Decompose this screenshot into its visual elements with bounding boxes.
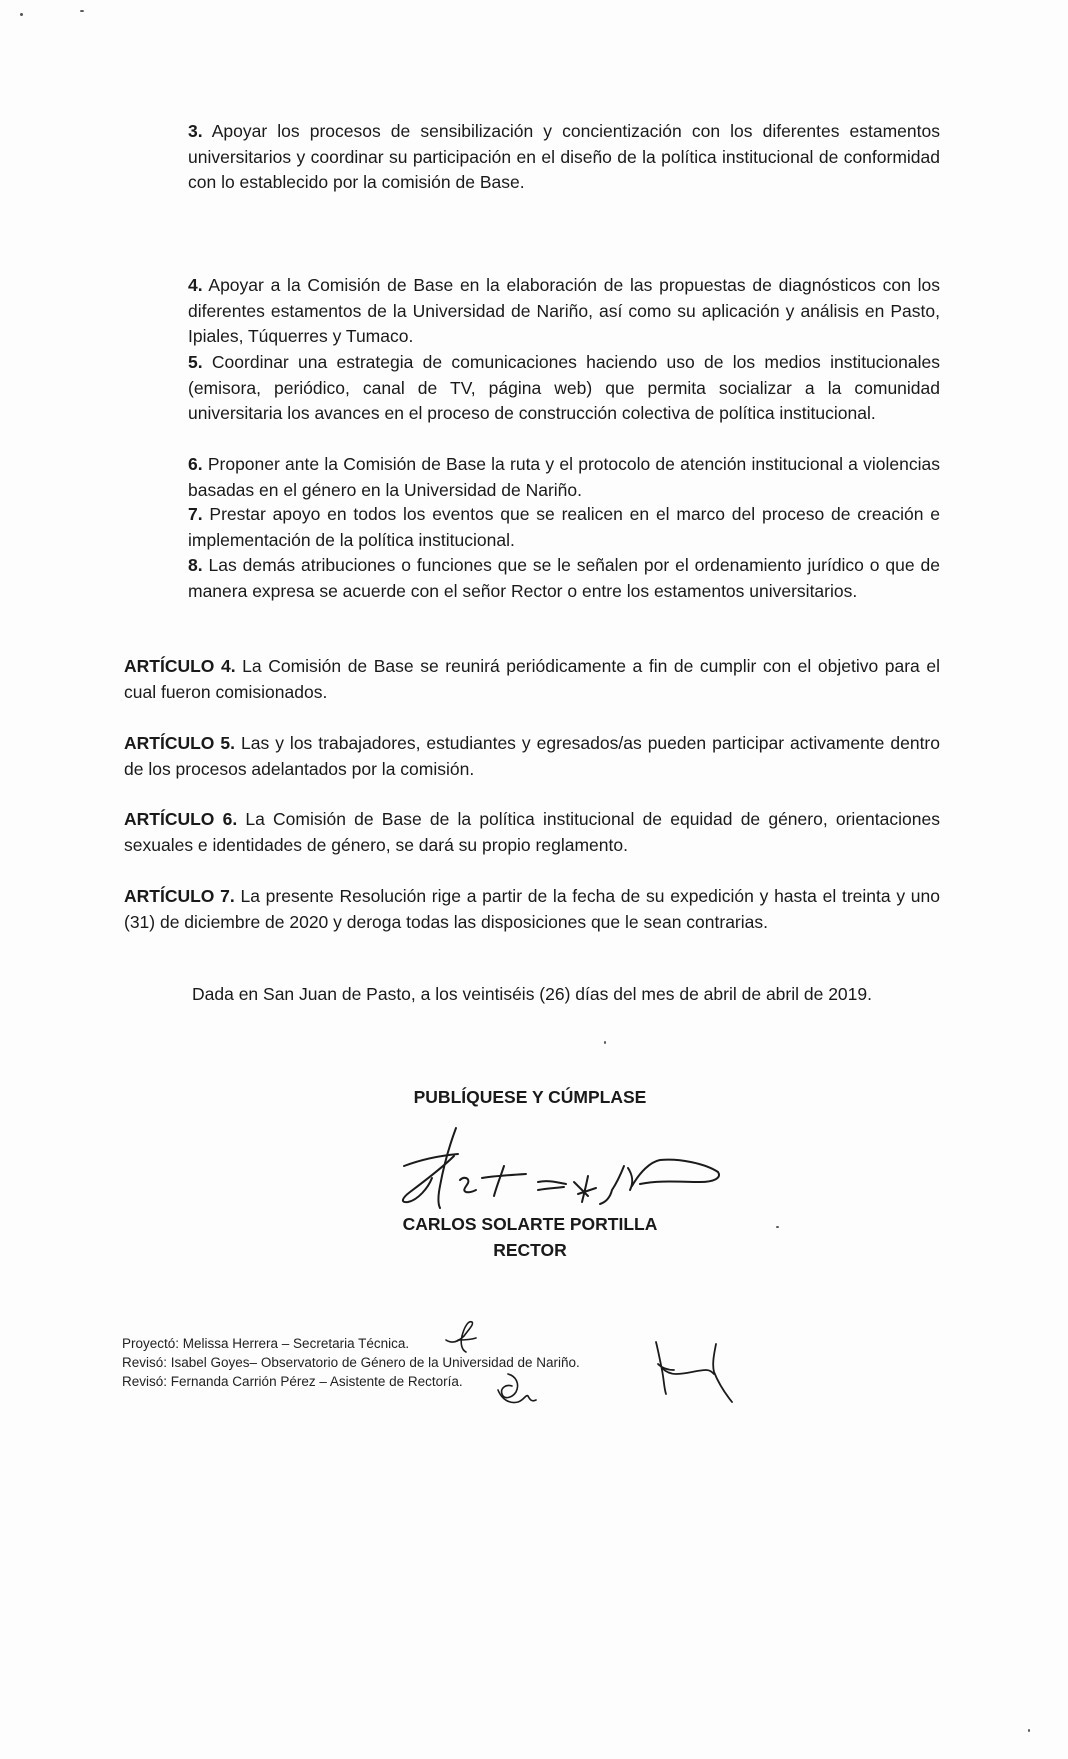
item-text: Apoyar los procesos de sensibilización y concientización con los diferentes estamentos universitarios y coordinar su participación en el diseño de la política institucional de conformidad con lo establecido por la comisión de Base. bbox=[188, 121, 940, 192]
article-7 bbox=[124, 884, 940, 935]
list-item-8 bbox=[188, 553, 940, 604]
publiquese-heading: PUBLÍQUESE Y CÚMPLASE bbox=[413, 1087, 647, 1107]
footer-proyecto: Proyectó: Melissa Herrera – Secretaria Técnica. bbox=[122, 1336, 410, 1351]
article-label: ARTÍCULO 7. bbox=[124, 886, 235, 906]
scan-speck bbox=[20, 13, 23, 16]
dada-line: Dada en San Juan de Pasto, a los veintiséis (26) días del mes de abril de abril de 2019. bbox=[192, 984, 872, 1004]
scan-speck bbox=[80, 10, 84, 12]
item-number: 5. bbox=[188, 352, 203, 372]
item-number: 6. bbox=[188, 454, 203, 474]
initials-proyecto bbox=[440, 1318, 490, 1358]
footer-reviso-1: Revisó: Isabel Goyes– Observatorio de Género de la Universidad de Nariño. bbox=[122, 1355, 580, 1370]
scan-speck bbox=[776, 1226, 779, 1228]
article-text: La presente Resolución rige a partir de la fecha de su expedición y hasta el treinta y uno (31) de diciembre de 2020 y deroga todas las disposiciones que le sean contrarias. bbox=[124, 886, 940, 932]
item-text: Las demás atribuciones o funciones que se le señalen por el ordenamiento jurídico o que de manera expresa se acuerde con el señor Rector o entre los estamentos universitarios. bbox=[188, 555, 940, 601]
signer-name: CARLOS SOLARTE PORTILLA bbox=[402, 1214, 658, 1234]
footer-reviso-2: Revisó: Fernanda Carrión Pérez – Asistente de Rectoría. bbox=[122, 1374, 463, 1389]
list-item-4 bbox=[188, 273, 940, 350]
article-6 bbox=[124, 807, 940, 858]
list-item-3 bbox=[188, 119, 940, 196]
article-5 bbox=[124, 731, 940, 782]
list-item-5 bbox=[188, 350, 940, 427]
article-text: La Comisión de Base de la política institucional de equidad de género, orientaciones sexuales e identidades de género, se dará su propio reglamento. bbox=[124, 809, 940, 855]
list-item-6 bbox=[188, 452, 940, 503]
initials-reviso-1 bbox=[652, 1340, 752, 1410]
initials-reviso-2 bbox=[490, 1372, 550, 1412]
item-number: 3. bbox=[188, 121, 203, 141]
article-text: La Comisión de Base se reunirá periódicamente a fin de cumplir con el objetivo para el cual fueron comisionados. bbox=[124, 656, 940, 702]
article-label: ARTÍCULO 5. bbox=[124, 733, 235, 753]
list-item-7 bbox=[188, 502, 940, 553]
article-label: ARTÍCULO 4. bbox=[124, 656, 236, 676]
article-label: ARTÍCULO 6. bbox=[124, 809, 238, 829]
article-4 bbox=[124, 654, 940, 705]
scan-speck bbox=[604, 1041, 606, 1044]
rector-signature bbox=[370, 1120, 730, 1210]
item-text: Coordinar una estrategia de comunicaciones haciendo uso de los medios institucionales (emisora, periódico, canal de TV, página web) que permita socializar a la comunidad universitaria los avances en el proceso de construcción colectiva de política institucional. bbox=[188, 352, 940, 423]
article-text: Las y los trabajadores, estudiantes y egresados/as pueden participar activamente dentro de los procesos adelantados por la comisión. bbox=[124, 733, 940, 779]
item-text: Proponer ante la Comisión de Base la ruta y el protocolo de atención institucional a violencias basadas en el género en la Universidad de Nariño. bbox=[188, 454, 940, 500]
item-text: Apoyar a la Comisión de Base en la elaboración de las propuestas de diagnósticos con los diferentes estamentos de la Universidad de Nariño, así como su aplicación y análisis en Pasto, Ipiales, Túquerres y Tumaco. bbox=[188, 275, 940, 346]
item-number: 4. bbox=[188, 275, 203, 295]
item-number: 7. bbox=[188, 504, 203, 524]
item-text: Prestar apoyo en todos los eventos que se realicen en el marco del proceso de creación e implementación de la política institucional. bbox=[188, 504, 940, 550]
signer-title: RECTOR bbox=[493, 1240, 567, 1260]
item-number: 8. bbox=[188, 555, 203, 575]
scan-speck bbox=[1028, 1729, 1030, 1732]
